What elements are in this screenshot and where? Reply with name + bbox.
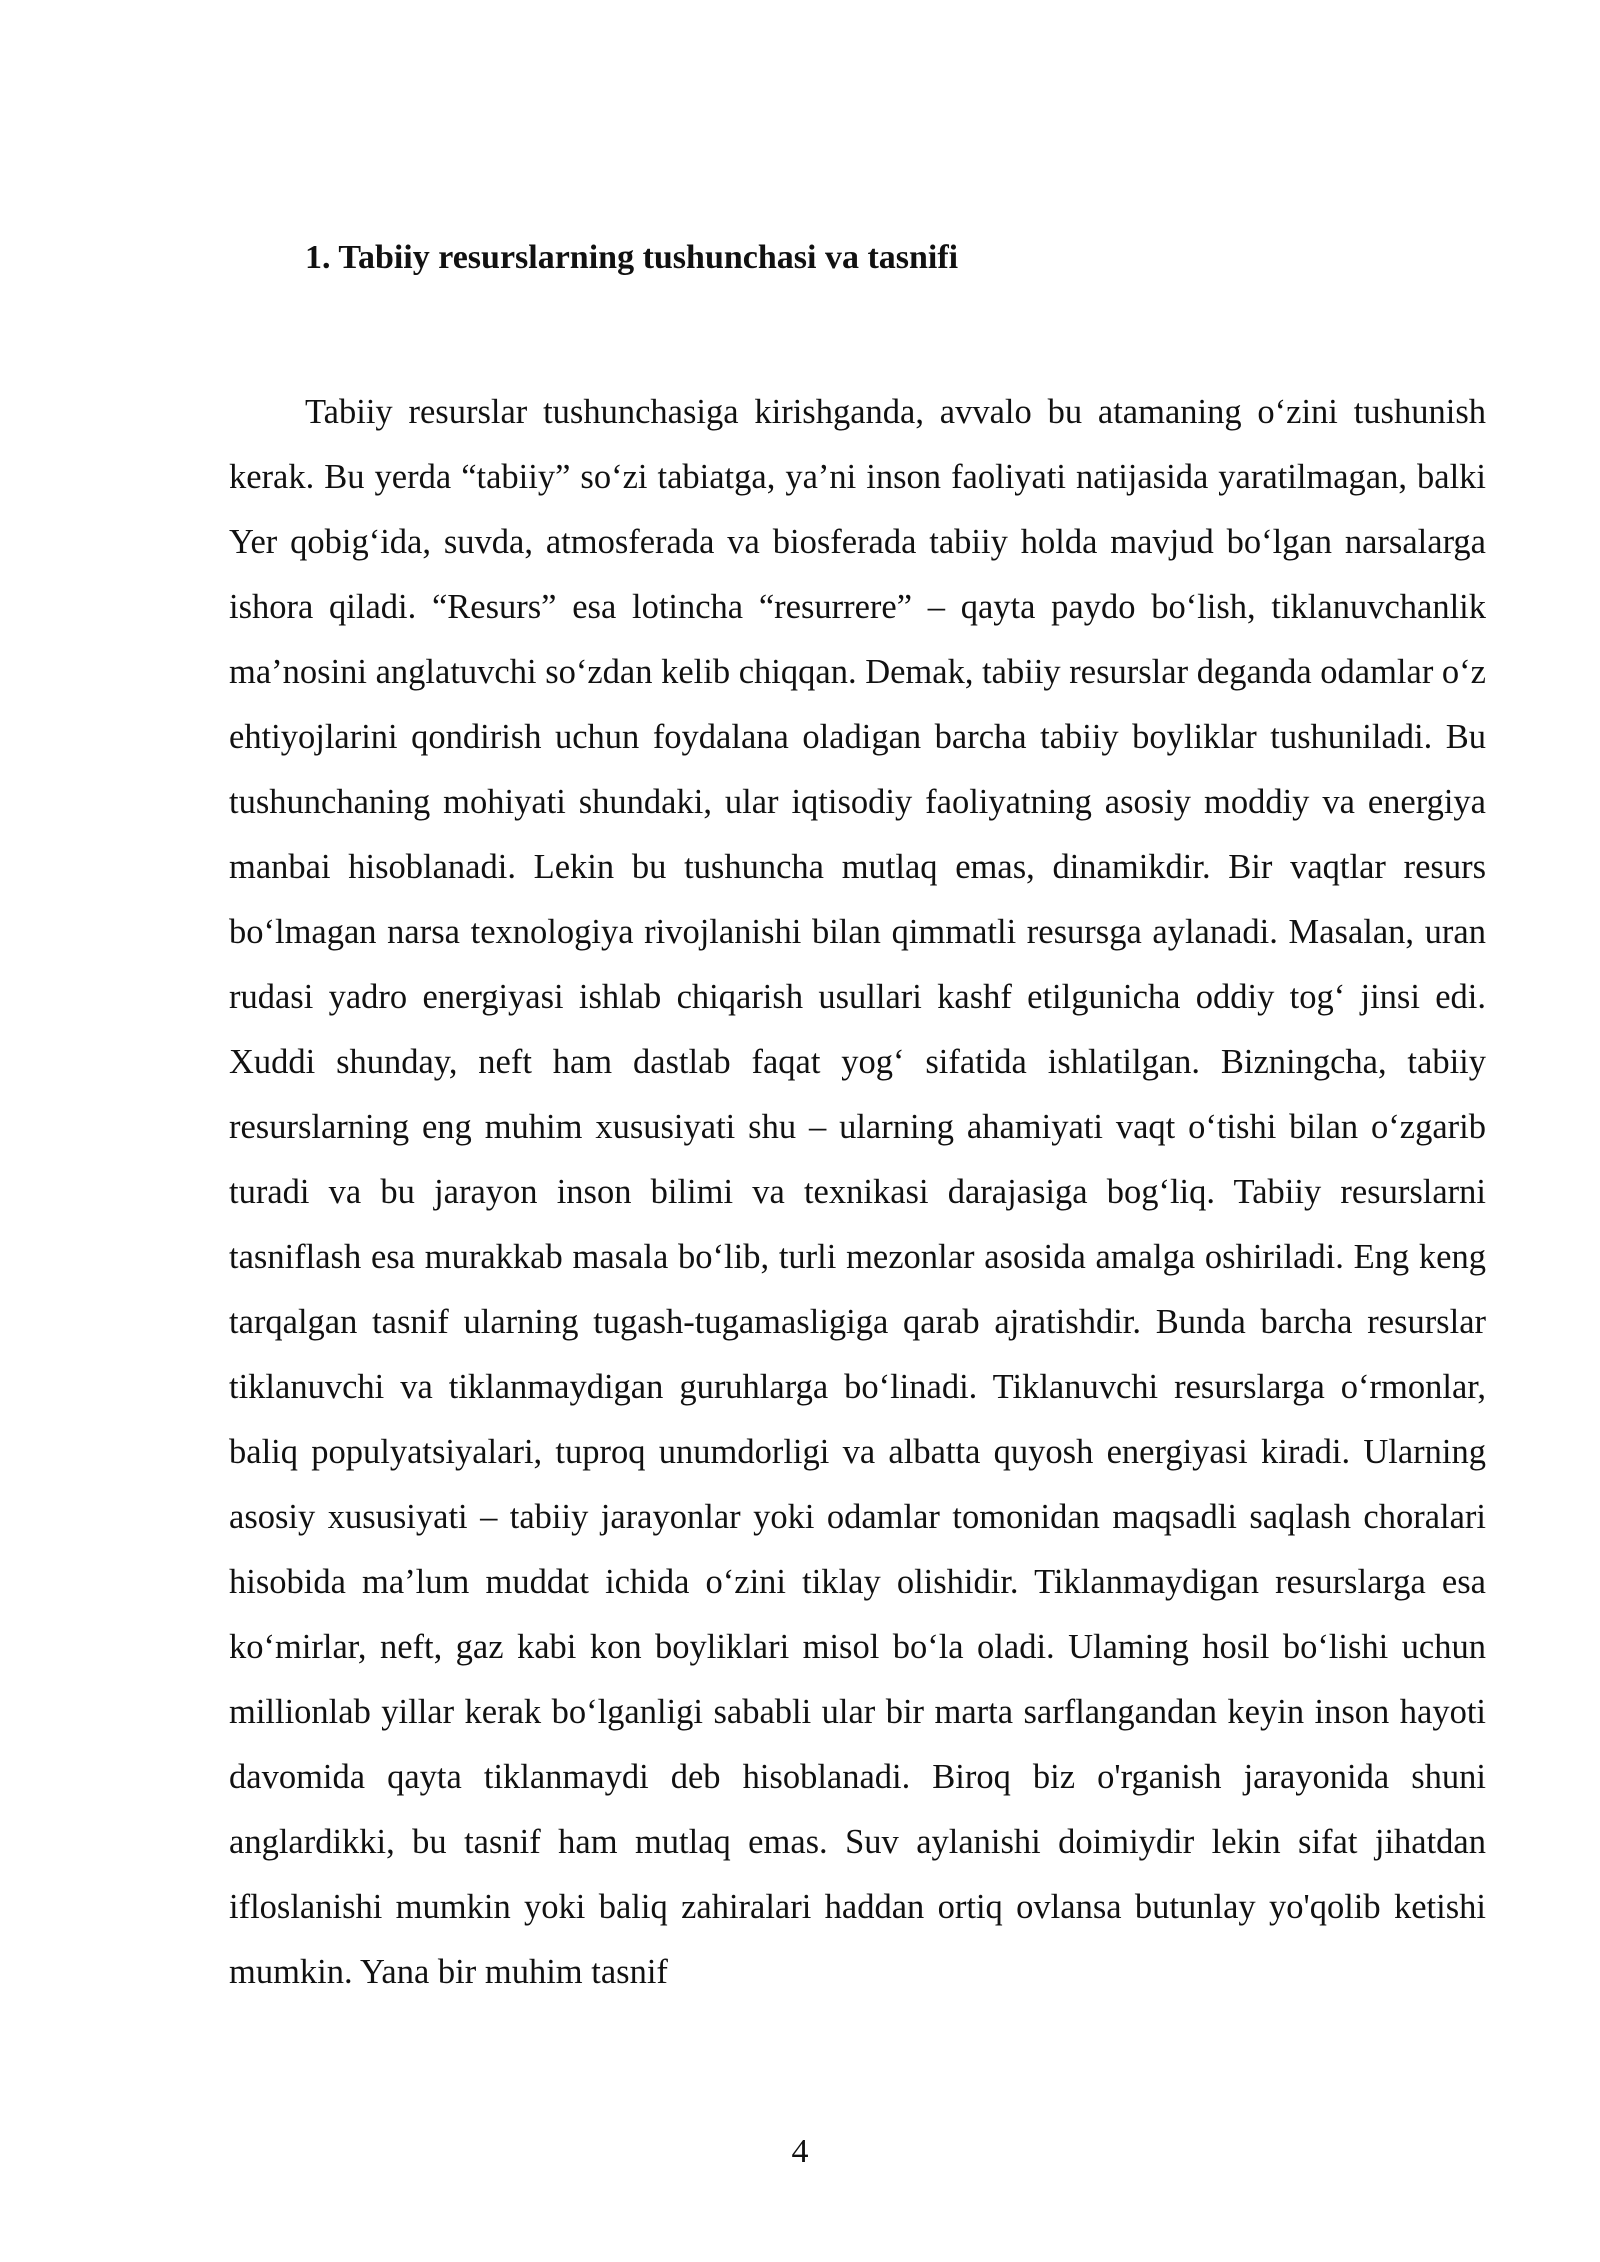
body-paragraph: Tabiiy resurslar tushunchasiga kirishganda, avvalo bu atamaning o‘zini tushunish kerak. Bu yerda “tabiiy” so‘zi tabiatga, ya’ni inson faoliyati natijasida yaratilmagan, balki Yer qobig‘ida, suvda, atmosferada va biosferada tabiiy holda mavjud bo‘lgan narsalarga ishora qiladi. “Resurs” esa lotincha “resurrere” – qayta paydo bo‘lish, tiklanuvchanlik ma’nosini anglatuvchi so‘zdan kelib chiqqan. Demak, tabiiy resurslar deganda odamlar o‘z ehtiyojlarini qondirish uchun foydalana oladigan barcha tabiiy boyliklar tushuniladi. Bu tushunchaning mohiyati shundaki, ular iqtisodiy faoliyatning asosiy moddiy va energiya manbai hisoblanadi. Lekin bu tushuncha mutlaq emas, dinamikdir. Bir vaqtlar resurs bo‘lmagan narsa texnologiya rivojlanishi bilan qimmatli resursga aylanadi. Masalan, uran rudasi yadro energiyasi ishlab chiqarish usullari kashf etilgunicha oddiy tog‘ jinsi edi. Xuddi shunday, neft ham dastlab faqat yog‘ sifatida ishlatilgan. Bizningcha, tabiiy resurslarning eng muhim xususiyati shu – ularning ahamiyati vaqt o‘tishi bilan o‘zgarib turadi va bu jarayon inson bilimi va texnikasi darajasiga bog‘liq. Tabiiy resurslarni tasniflash esa murakkab masala bo‘lib, turli mezonlar asosida amalga oshiriladi. Eng keng tarqalgan tasnif ularning tugash-tugamasligiga qarab ajratishdir. Bunda barcha resurslar tiklanuvchi va tiklanmaydigan guruhlarga bo‘linadi. Tiklanuvchi resurslarga o‘rmonlar, baliq populyatsiyalari, tuproq unumdorligi va albatta quyosh energiyasi kiradi. Ularning asosiy xususiyati – tabiiy jarayonlar yoki odamlar tomonidan maqsadli saqlash choralari hisobida ma’lum muddat ichida o‘zini tiklay olishidir. Tiklanmaydigan resurslarga esa ko‘mirlar, neft, gaz kabi kon boyliklari misol bo‘la oladi. Ulaming hosil bo‘lishi uchun millionlab yillar kerak bo‘lganligi sababli ular bir marta sarflangandan keyin inson hayoti davomida qayta tiklanmaydi deb hisoblanadi. Biroq biz o'rganish jarayonida shuni anglardikki, bu tasnif ham mutlaq emas. Suv aylanishi doimiydir lekin sifat jihatdan ifloslanishi mumkin yoki baliq zahiralari haddan ortiq ovlansa butunlay yo'qolib ketishi mumkin. Yana bir muhim tasnif (229, 393, 1486, 1991)
section-title: 1. Tabiiy resurslarning tushunchasi va tasnifi (305, 239, 959, 276)
page-number: 4 (791, 2133, 809, 2170)
